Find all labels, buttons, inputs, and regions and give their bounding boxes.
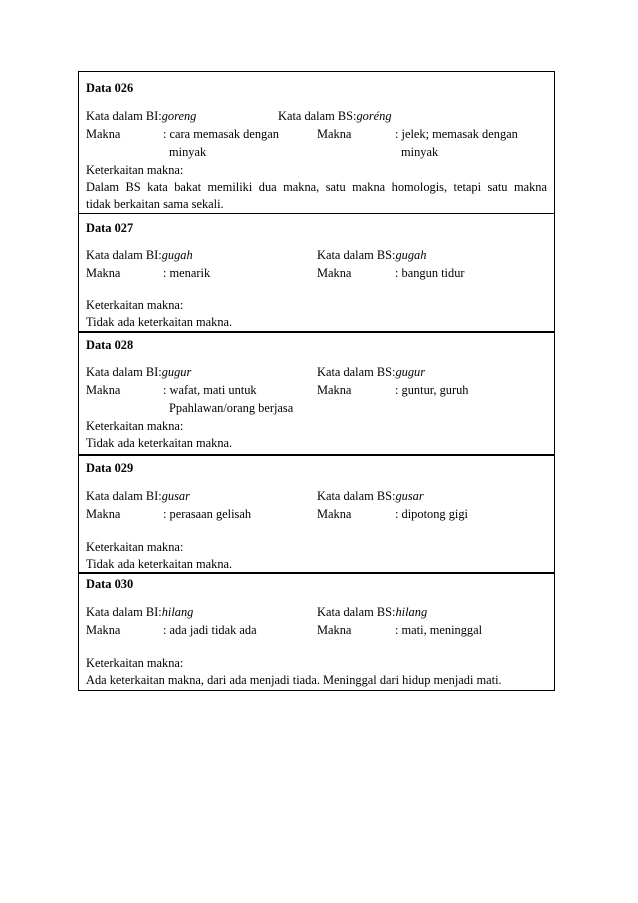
bs-word-line: [317, 605, 427, 620]
bs-word: gugah: [395, 248, 427, 262]
makna-label-left: Makna: [86, 623, 121, 637]
data-table: [78, 71, 555, 691]
entry-title: Data 028: [86, 338, 134, 352]
makna-label-right: Makna: [317, 383, 352, 397]
bi-word: gusar: [161, 489, 190, 503]
makna-right-value-cont: minyak: [401, 145, 439, 159]
bs-word-line: [278, 109, 392, 124]
keterkaitan-label: Keterkaitan makna:: [86, 298, 184, 312]
bi-word: hilang: [161, 605, 194, 619]
makna-left-value-cont: minyak: [169, 145, 207, 159]
makna-label-right: Makna: [317, 266, 352, 280]
keterkaitan-text-cont: tidak berkaitan sama sekali.: [86, 197, 224, 211]
keterkaitan-text: Ada keterkaitan makna, dari ada menjadi tiada. Meninggal dari hidup menjadi mati.: [86, 673, 502, 687]
keterkaitan-label: Keterkaitan makna:: [86, 540, 184, 554]
bi-word: goreng: [161, 109, 197, 123]
makna-right-value: : guntur, guruh: [395, 383, 469, 397]
bs-label: Kata dalam BS:: [278, 109, 357, 123]
bs-label: Kata dalam BS:: [317, 605, 396, 619]
entry-030: [78, 572, 555, 691]
keterkaitan-text: Tidak ada keterkaitan makna.: [86, 315, 233, 329]
bi-word-line: [86, 605, 193, 620]
bi-label: Kata dalam BI:: [86, 605, 162, 619]
keterkaitan-label: Keterkaitan makna:: [86, 163, 184, 177]
makna-right-value: : bangun tidur: [395, 266, 465, 280]
bs-label: Kata dalam BS:: [317, 365, 396, 379]
bs-label: Kata dalam BS:: [317, 489, 396, 503]
bi-label: Kata dalam BI:: [86, 365, 162, 379]
entry-title: Data 029: [86, 461, 134, 475]
entry-029: [78, 454, 555, 573]
bs-word: gugur: [395, 365, 426, 379]
keterkaitan-label: Keterkaitan makna:: [86, 419, 184, 433]
makna-label-left: Makna: [86, 507, 121, 521]
entry-title: Data 026: [86, 81, 134, 95]
makna-right-value: : dipotong gigi: [395, 507, 468, 521]
makna-label-right: Makna: [317, 127, 352, 141]
makna-right-value: : mati, meninggal: [395, 623, 483, 637]
makna-left-value-cont: Ppahlawan/orang berjasa: [169, 401, 294, 415]
bs-word-line: [317, 489, 424, 504]
bi-label: Kata dalam BI:: [86, 248, 162, 262]
makna-right-value: : jelek; memasak dengan: [395, 127, 518, 141]
bs-word: hilang: [395, 605, 428, 619]
entry-027: [78, 213, 555, 332]
bi-word: gugah: [161, 248, 193, 262]
bs-word: gusar: [395, 489, 424, 503]
bi-word-line: [86, 248, 193, 263]
keterkaitan-text: Tidak ada keterkaitan makna.: [86, 557, 233, 571]
entry-title: Data 030: [86, 577, 134, 591]
bs-word-line: [317, 365, 425, 380]
bi-word-line: [86, 109, 196, 124]
keterkaitan-text: Dalam BS kata bakat memiliki dua makna, satu makna homologis, tetapi satu makna: [86, 180, 547, 194]
keterkaitan-label: Keterkaitan makna:: [86, 656, 184, 670]
entry-028: [78, 331, 555, 455]
makna-label-left: Makna: [86, 266, 121, 280]
bs-label: Kata dalam BS:: [317, 248, 396, 262]
bs-word: goréng: [356, 109, 392, 123]
bi-word-line: [86, 489, 190, 504]
bi-word-line: [86, 365, 191, 380]
bi-word: gugur: [161, 365, 192, 379]
makna-left-value: : cara memasak dengan: [163, 127, 279, 141]
keterkaitan-text: Tidak ada keterkaitan makna.: [86, 436, 233, 450]
bs-word-line: [317, 248, 426, 263]
makna-left-value: : menarik: [163, 266, 211, 280]
makna-left-value: : ada jadi tidak ada: [163, 623, 257, 637]
makna-label-left: Makna: [86, 383, 121, 397]
entry-026: [78, 71, 555, 214]
makna-left-value: : wafat, mati untuk: [163, 383, 257, 397]
bi-label: Kata dalam BI:: [86, 489, 162, 503]
makna-label-right: Makna: [317, 623, 352, 637]
makna-label-right: Makna: [317, 507, 352, 521]
entry-title: Data 027: [86, 221, 134, 235]
bi-label: Kata dalam BI:: [86, 109, 162, 123]
makna-left-value: : perasaan gelisah: [163, 507, 252, 521]
makna-label-left: Makna: [86, 127, 121, 141]
